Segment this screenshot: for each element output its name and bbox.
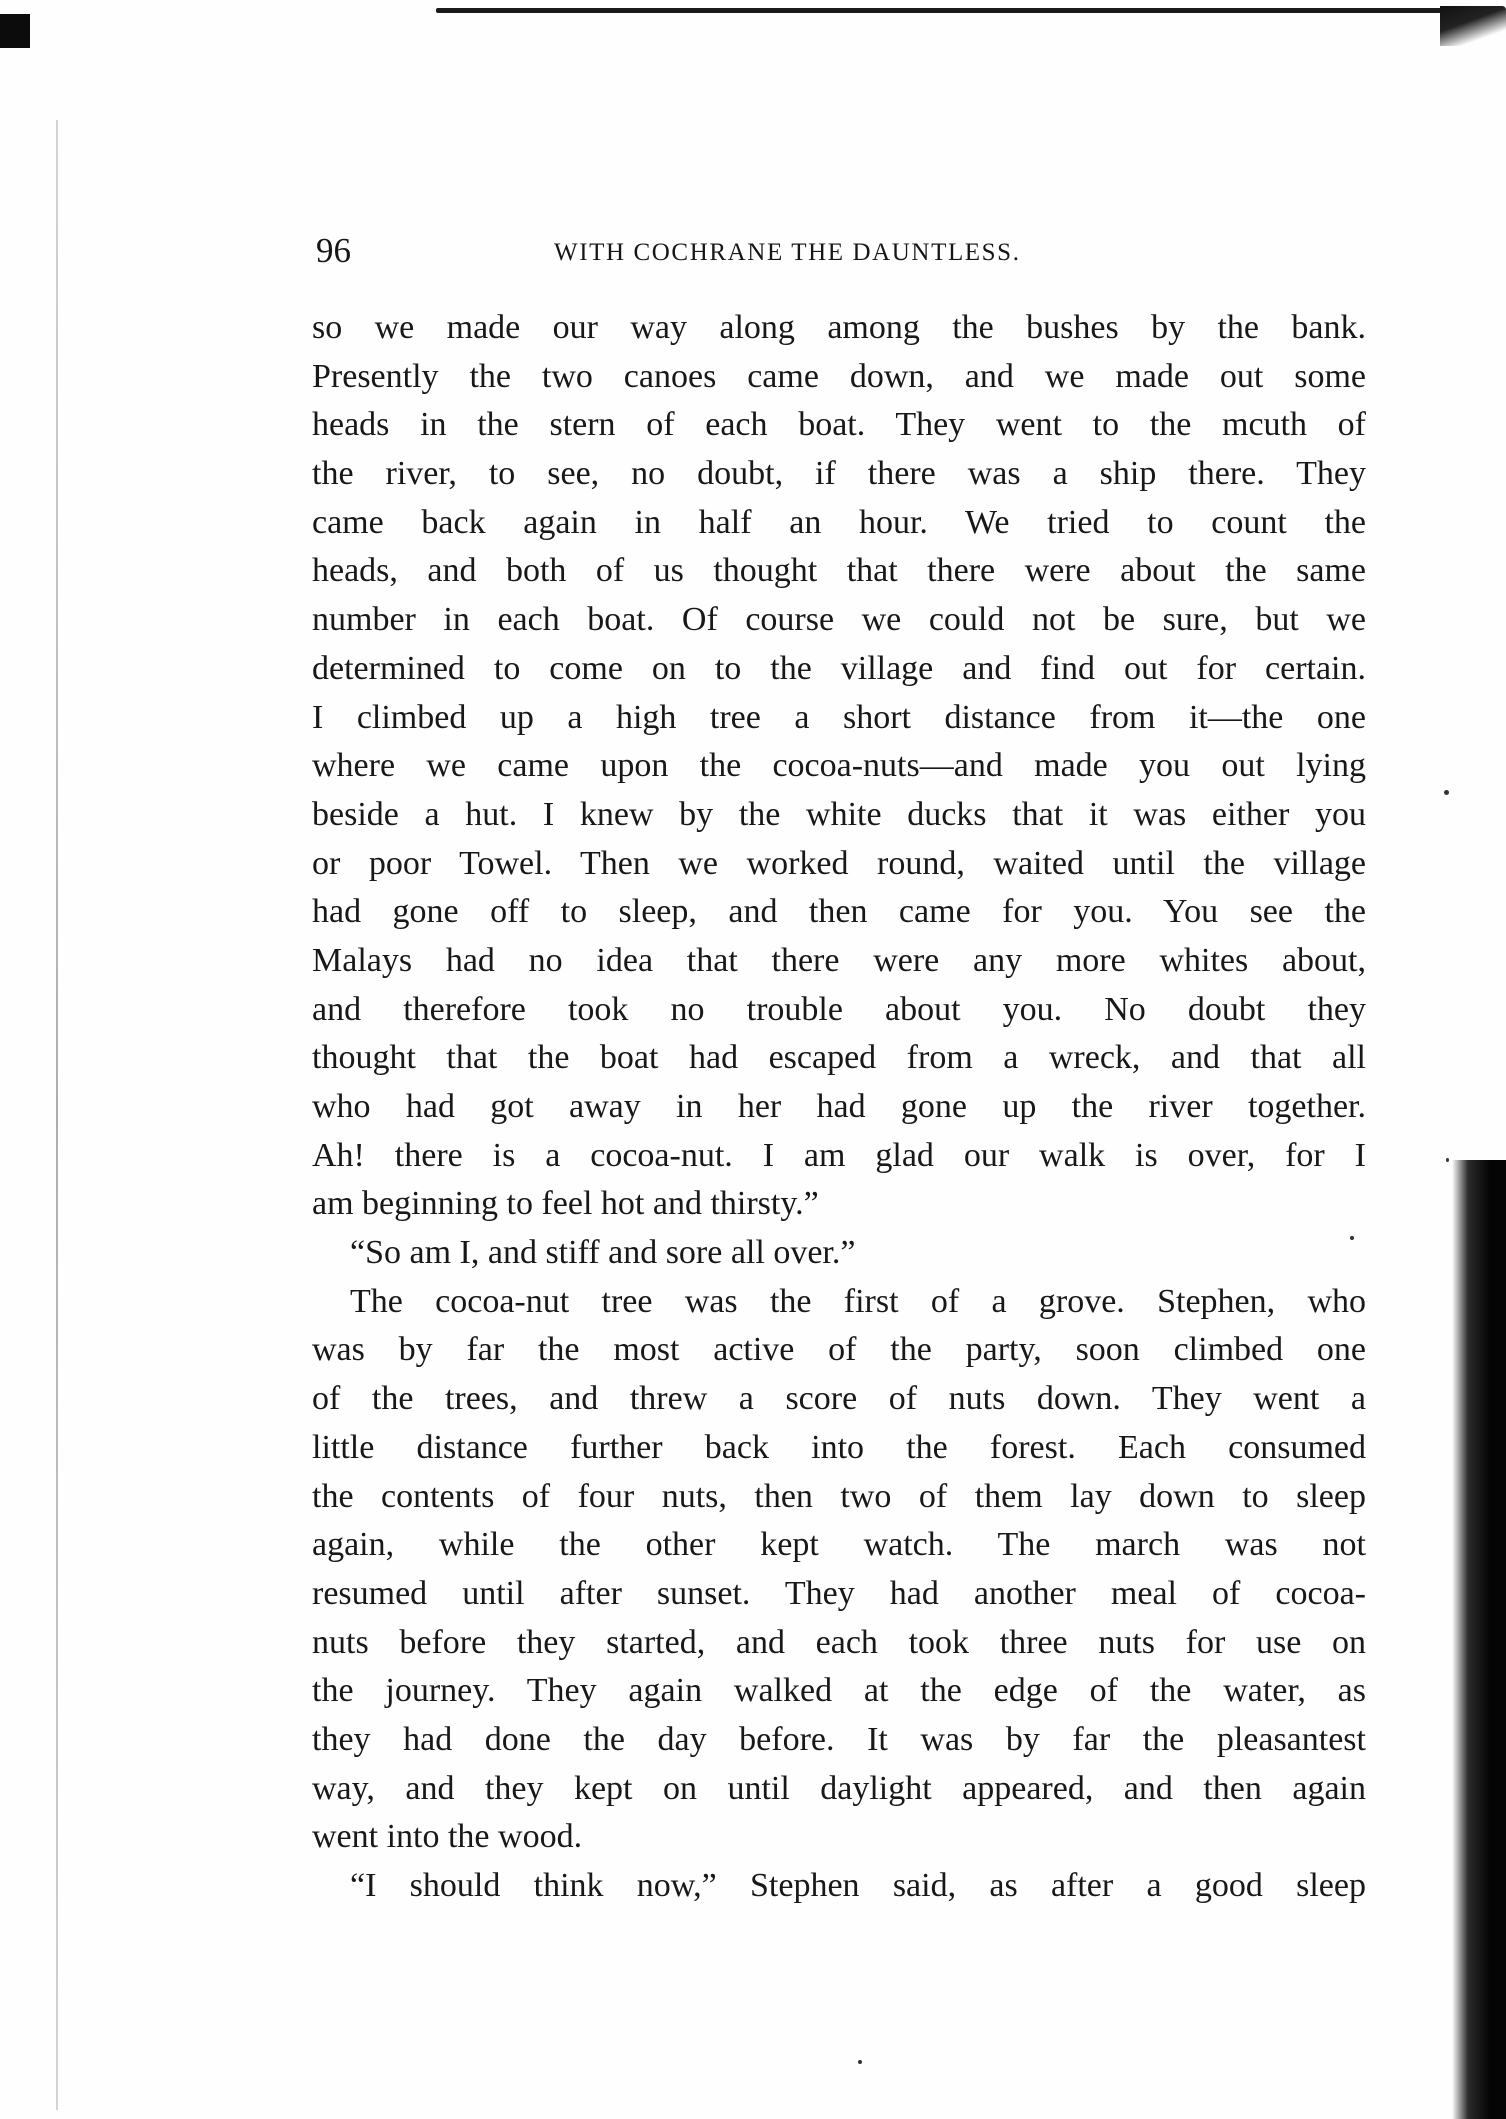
text-line: went into the wood. bbox=[312, 1818, 583, 1856]
scan-speck bbox=[858, 2060, 862, 2064]
text-line: determined to come on to the village and find out for certain. bbox=[312, 649, 1366, 687]
text-line: the river, to see, no doubt, if there was a ship there. They bbox=[312, 455, 1366, 493]
text-line: beside a hut. I knew by the white ducks that it was either you bbox=[312, 795, 1366, 833]
text-line: or poor Towel. Then we worked round, waited until the village bbox=[312, 844, 1366, 882]
scan-page-edge bbox=[1452, 1160, 1506, 2119]
text-line: who had got away in her had gone up the river together. bbox=[312, 1088, 1366, 1125]
running-title: WITH COCHRANE THE DAUNTLESS. bbox=[554, 239, 1021, 266]
text-line: number in each boat. Of course we could not be sure, but we bbox=[312, 601, 1366, 639]
text-line: had gone off to sleep, and then came for you. You see the bbox=[312, 893, 1366, 931]
text-line: heads, and both of us thought that there were about the same bbox=[312, 552, 1366, 590]
text-line: Malays had no idea that there were any more whites about, bbox=[312, 941, 1366, 979]
text-line: “So am I, and stiff and sore all over.” bbox=[350, 1234, 856, 1272]
text-line: Presently the two canoes came down, and we made out some bbox=[312, 357, 1366, 395]
scan-speck bbox=[1446, 1158, 1449, 1162]
scan-binding-line bbox=[56, 120, 58, 2110]
text-line: where we came upon the cocoa-nuts—and made you out lying bbox=[312, 747, 1366, 785]
text-line: again, while the other kept watch. The march was not bbox=[312, 1526, 1366, 1564]
body-text bbox=[312, 304, 1366, 1911]
text-line: “I should think now,” Stephen said, as after a good sleep bbox=[350, 1867, 1366, 1904]
text-line: came back again in half an hour. We tried to count the bbox=[312, 503, 1366, 541]
scan-top-rule bbox=[436, 8, 1476, 13]
text-line: heads in the stern of each boat. They went to the mcuth of bbox=[312, 406, 1366, 444]
text-line: and therefore took no trouble about you. No doubt they bbox=[312, 990, 1366, 1028]
text-line: little distance further back into the forest. Each consumed bbox=[312, 1428, 1366, 1466]
text-line: The cocoa-nut tree was the first of a grove. Stephen, who bbox=[350, 1282, 1366, 1320]
text-line: Ah! there is a cocoa-nut. I am glad our walk is over, for I bbox=[312, 1136, 1366, 1174]
text-line: of the trees, and threw a score of nuts down. They went a bbox=[312, 1380, 1366, 1418]
text-line: they had done the day before. It was by far the pleasantest bbox=[312, 1720, 1366, 1758]
running-header bbox=[310, 226, 1370, 276]
text-line: am beginning to feel hot and thirsty.” bbox=[312, 1185, 819, 1223]
text-line: thought that the boat had escaped from a wreck, and that all bbox=[312, 1039, 1366, 1077]
text-line: way, and they kept on until daylight appeared, and then again bbox=[312, 1769, 1366, 1807]
scan-speck bbox=[1444, 790, 1449, 795]
text-line: the journey. They again walked at the edge of the water, as bbox=[312, 1672, 1366, 1710]
text-line: the contents of four nuts, then two of them lay down to sleep bbox=[312, 1477, 1366, 1515]
page-number: 96 bbox=[316, 231, 351, 270]
text-line: I climbed up a high tree a short distance from it—the one bbox=[312, 698, 1366, 736]
scan-left-mark bbox=[0, 14, 30, 48]
text-line: nuts before they started, and each took three nuts for use on bbox=[312, 1623, 1366, 1661]
text-line: so we made our way along among the bushes by the bank. bbox=[312, 309, 1366, 346]
text-line: was by far the most active of the party, soon climbed one bbox=[312, 1331, 1366, 1369]
scan-top-corner bbox=[1440, 6, 1506, 46]
text-line: resumed until after sunset. They had another meal of cocoa- bbox=[312, 1574, 1366, 1612]
